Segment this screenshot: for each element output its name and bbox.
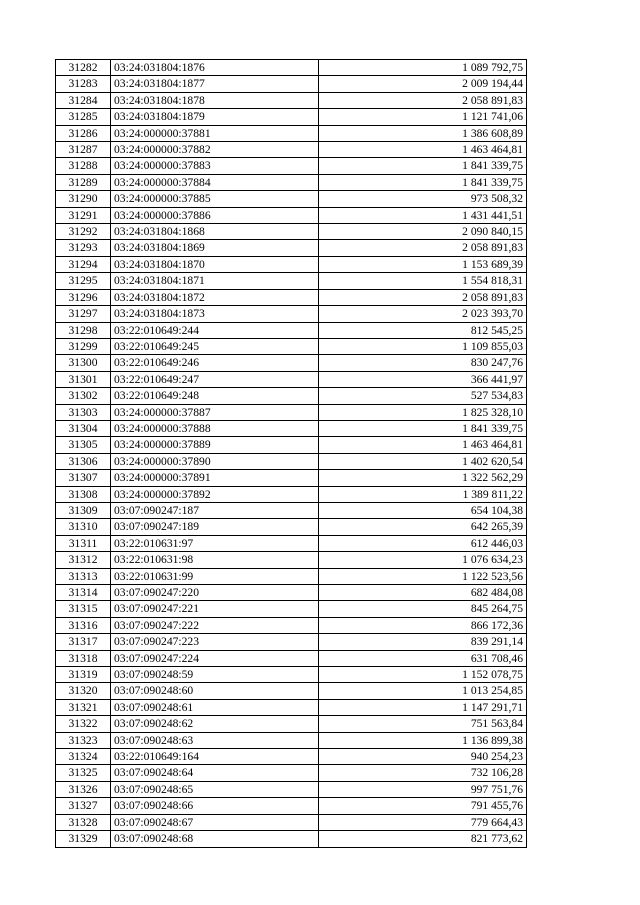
row-number-cell: 31314: [56, 585, 111, 601]
table-row: [56, 453, 527, 469]
row-number-cell: 31328: [56, 814, 111, 830]
row-number-cell: 31302: [56, 388, 111, 404]
cadastral-number-cell: 03:07:090247:189: [111, 519, 319, 535]
row-number-cell: 31304: [56, 420, 111, 436]
row-number-cell: 31295: [56, 273, 111, 289]
cadastral-value-cell: 839 291,14: [319, 634, 527, 650]
row-number-cell: 31306: [56, 453, 111, 469]
table-row: [56, 174, 527, 190]
row-number-cell: 31282: [56, 60, 111, 76]
cadastral-value-cell: 2 058 891,83: [319, 240, 527, 256]
cadastral-number-cell: 03:07:090248:67: [111, 814, 319, 830]
cadastral-value-cell: 631 708,46: [319, 650, 527, 666]
table-row: [56, 191, 527, 207]
row-number-cell: 31317: [56, 634, 111, 650]
row-number-cell: 31309: [56, 502, 111, 518]
row-number-cell: 31288: [56, 158, 111, 174]
table-row: [56, 519, 527, 535]
table-row: [56, 371, 527, 387]
cadastral-number-cell: 03:07:090248:63: [111, 732, 319, 748]
table-row: [56, 683, 527, 699]
cadastral-value-cell: 1 076 634,23: [319, 552, 527, 568]
cadastral-value-cell: 1 463 464,81: [319, 437, 527, 453]
cadastral-value-cell: 1 322 562,29: [319, 470, 527, 486]
cadastral-value-cell: 1 554 818,31: [319, 273, 527, 289]
table-row: [56, 388, 527, 404]
cadastral-value-cell: 1 386 608,89: [319, 125, 527, 141]
cadastral-number-cell: 03:07:090248:66: [111, 798, 319, 814]
row-number-cell: 31308: [56, 486, 111, 502]
row-number-cell: 31293: [56, 240, 111, 256]
table-row: [56, 60, 527, 76]
cadastral-number-cell: 03:24:000000:37888: [111, 420, 319, 436]
cadastral-number-cell: 03:24:031804:1868: [111, 224, 319, 240]
cadastral-number-cell: 03:22:010631:99: [111, 568, 319, 584]
cadastral-number-cell: 03:22:010631:98: [111, 552, 319, 568]
table-row: [56, 650, 527, 666]
cadastral-value-cell: 1 152 078,75: [319, 667, 527, 683]
cadastral-number-cell: 03:24:031804:1870: [111, 256, 319, 272]
cadastral-number-cell: 03:07:090247:220: [111, 585, 319, 601]
cadastral-number-cell: 03:24:000000:37885: [111, 191, 319, 207]
cadastral-number-cell: 03:24:031804:1878: [111, 92, 319, 108]
cadastral-number-cell: 03:22:010649:246: [111, 355, 319, 371]
cadastral-value-cell: 654 104,38: [319, 502, 527, 518]
row-number-cell: 31320: [56, 683, 111, 699]
table-row: [56, 667, 527, 683]
cadastral-value-cell: 1 121 741,06: [319, 109, 527, 125]
row-number-cell: 31299: [56, 338, 111, 354]
cadastral-value-cell: 1 153 689,39: [319, 256, 527, 272]
cadastral-value-cell: 1 389 811,22: [319, 486, 527, 502]
row-number-cell: 31311: [56, 535, 111, 551]
cadastral-number-cell: 03:07:090248:59: [111, 667, 319, 683]
cadastral-value-cell: 1 122 523,56: [319, 568, 527, 584]
table-row: [56, 404, 527, 420]
cadastral-number-cell: 03:07:090247:222: [111, 617, 319, 633]
row-number-cell: 31303: [56, 404, 111, 420]
table-row: [56, 142, 527, 158]
row-number-cell: 31319: [56, 667, 111, 683]
cadastral-number-cell: 03:22:010649:248: [111, 388, 319, 404]
cadastral-value-cell: 751 563,84: [319, 716, 527, 732]
table-row: [56, 552, 527, 568]
table-row: [56, 814, 527, 830]
cadastral-value-cell: 1 089 792,75: [319, 60, 527, 76]
table-row: [56, 338, 527, 354]
row-number-cell: 31325: [56, 765, 111, 781]
cadastral-number-cell: 03:07:090248:61: [111, 699, 319, 715]
cadastral-number-cell: 03:22:010649:244: [111, 322, 319, 338]
table-row: [56, 634, 527, 650]
cadastral-value-cell: 366 441,97: [319, 371, 527, 387]
row-number-cell: 31290: [56, 191, 111, 207]
cadastral-value-cell: 1 463 464,81: [319, 142, 527, 158]
cadastral-number-cell: 03:24:000000:37883: [111, 158, 319, 174]
row-number-cell: 31284: [56, 92, 111, 108]
table-row: [56, 749, 527, 765]
cadastral-number-cell: 03:22:010649:245: [111, 338, 319, 354]
table-row: [56, 601, 527, 617]
row-number-cell: 31294: [56, 256, 111, 272]
cadastral-number-cell: 03:24:031804:1873: [111, 306, 319, 322]
table-row: [56, 76, 527, 92]
cadastral-number-cell: 03:07:090247:224: [111, 650, 319, 666]
row-number-cell: 31300: [56, 355, 111, 371]
cadastral-number-cell: 03:24:000000:37881: [111, 125, 319, 141]
table-row: [56, 798, 527, 814]
table-row: [56, 617, 527, 633]
row-number-cell: 31287: [56, 142, 111, 158]
cadastral-value-cell: 1 109 855,03: [319, 338, 527, 354]
cadastral-value-cell: 779 664,43: [319, 814, 527, 830]
table-row: [56, 568, 527, 584]
table-row: [56, 502, 527, 518]
table-row: [56, 256, 527, 272]
cadastral-number-cell: 03:07:090247:187: [111, 502, 319, 518]
cadastral-value-cell: 812 545,25: [319, 322, 527, 338]
cadastral-value-cell: 2 023 393,70: [319, 306, 527, 322]
cadastral-value-cell: 2 090 840,15: [319, 224, 527, 240]
cadastral-value-cell: 2 058 891,83: [319, 92, 527, 108]
table-row: [56, 420, 527, 436]
table-row: [56, 224, 527, 240]
cadastral-value-cell: 1 136 899,38: [319, 732, 527, 748]
row-number-cell: 31291: [56, 207, 111, 223]
cadastral-value-cell: 1 825 328,10: [319, 404, 527, 420]
row-number-cell: 31326: [56, 781, 111, 797]
cadastral-value-cell: 1 013 254,85: [319, 683, 527, 699]
row-number-cell: 31301: [56, 371, 111, 387]
table-row: [56, 125, 527, 141]
table-body: [56, 60, 527, 848]
cadastral-value-cell: 1 841 339,75: [319, 420, 527, 436]
cadastral-value-cell: 1 841 339,75: [319, 158, 527, 174]
table-row: [56, 92, 527, 108]
table-row: [56, 831, 527, 847]
row-number-cell: 31285: [56, 109, 111, 125]
row-number-cell: 31316: [56, 617, 111, 633]
row-number-cell: 31313: [56, 568, 111, 584]
row-number-cell: 31323: [56, 732, 111, 748]
table-row: [56, 289, 527, 305]
row-number-cell: 31297: [56, 306, 111, 322]
cadastral-value-cell: 732 106,28: [319, 765, 527, 781]
table-row: [56, 732, 527, 748]
table-row: [56, 716, 527, 732]
cadastral-value-cell: 997 751,76: [319, 781, 527, 797]
table-row: [56, 585, 527, 601]
cadastral-number-cell: 03:07:090247:223: [111, 634, 319, 650]
cadastral-value-cell: 791 455,76: [319, 798, 527, 814]
row-number-cell: 31318: [56, 650, 111, 666]
row-number-cell: 31305: [56, 437, 111, 453]
cadastral-number-cell: 03:24:031804:1869: [111, 240, 319, 256]
row-number-cell: 31310: [56, 519, 111, 535]
cadastral-value-cell: 682 484,08: [319, 585, 527, 601]
row-number-cell: 31322: [56, 716, 111, 732]
table-row: [56, 781, 527, 797]
table-row: [56, 273, 527, 289]
cadastral-number-cell: 03:07:090248:68: [111, 831, 319, 847]
cadastral-value-cell: 821 773,62: [319, 831, 527, 847]
cadastral-number-cell: 03:24:000000:37891: [111, 470, 319, 486]
cadastral-value-cell: 1 431 441,51: [319, 207, 527, 223]
table-row: [56, 765, 527, 781]
row-number-cell: 31312: [56, 552, 111, 568]
table-row: [56, 470, 527, 486]
cadastral-number-cell: 03:22:010631:97: [111, 535, 319, 551]
cadastral-value-cell: 845 264,75: [319, 601, 527, 617]
table-row: [56, 306, 527, 322]
cadastral-number-cell: 03:24:031804:1871: [111, 273, 319, 289]
cadastral-number-cell: 03:24:000000:37886: [111, 207, 319, 223]
table-row: [56, 437, 527, 453]
row-number-cell: 31286: [56, 125, 111, 141]
cadastral-number-cell: 03:24:031804:1872: [111, 289, 319, 305]
cadastral-number-cell: 03:24:000000:37892: [111, 486, 319, 502]
row-number-cell: 31289: [56, 174, 111, 190]
cadastral-number-cell: 03:07:090248:60: [111, 683, 319, 699]
row-number-cell: 31298: [56, 322, 111, 338]
table-row: [56, 535, 527, 551]
table-row: [56, 322, 527, 338]
cadastral-number-cell: 03:24:000000:37882: [111, 142, 319, 158]
cadastral-value-cell: 940 254,23: [319, 749, 527, 765]
row-number-cell: 31321: [56, 699, 111, 715]
table-row: [56, 240, 527, 256]
cadastral-number-cell: 03:22:010649:164: [111, 749, 319, 765]
row-number-cell: 31327: [56, 798, 111, 814]
table-row: [56, 486, 527, 502]
cadastral-number-cell: 03:24:031804:1879: [111, 109, 319, 125]
cadastral-number-cell: 03:07:090248:62: [111, 716, 319, 732]
cadastral-number-cell: 03:22:010649:247: [111, 371, 319, 387]
row-number-cell: 31283: [56, 76, 111, 92]
cadastral-number-cell: 03:07:090248:64: [111, 765, 319, 781]
cadastral-value-table: [55, 59, 527, 848]
cadastral-number-cell: 03:07:090248:65: [111, 781, 319, 797]
cadastral-value-cell: 612 446,03: [319, 535, 527, 551]
row-number-cell: 31292: [56, 224, 111, 240]
cadastral-value-cell: 642 265,39: [319, 519, 527, 535]
table-row: [56, 158, 527, 174]
cadastral-value-cell: 1 841 339,75: [319, 174, 527, 190]
cadastral-value-cell: 830 247,76: [319, 355, 527, 371]
cadastral-number-cell: 03:24:000000:37890: [111, 453, 319, 469]
table-row: [56, 699, 527, 715]
cadastral-number-cell: 03:24:031804:1877: [111, 76, 319, 92]
row-number-cell: 31296: [56, 289, 111, 305]
cadastral-value-cell: 2 058 891,83: [319, 289, 527, 305]
cadastral-value-cell: 973 508,32: [319, 191, 527, 207]
row-number-cell: 31324: [56, 749, 111, 765]
cadastral-value-cell: 1 402 620,54: [319, 453, 527, 469]
cadastral-number-cell: 03:07:090247:221: [111, 601, 319, 617]
cadastral-value-cell: 866 172,36: [319, 617, 527, 633]
table-row: [56, 207, 527, 223]
cadastral-number-cell: 03:24:031804:1876: [111, 60, 319, 76]
table-row: [56, 355, 527, 371]
row-number-cell: 31307: [56, 470, 111, 486]
table-row: [56, 109, 527, 125]
cadastral-value-cell: 527 534,83: [319, 388, 527, 404]
row-number-cell: 31329: [56, 831, 111, 847]
cadastral-value-cell: 2 009 194,44: [319, 76, 527, 92]
row-number-cell: 31315: [56, 601, 111, 617]
cadastral-number-cell: 03:24:000000:37889: [111, 437, 319, 453]
cadastral-value-cell: 1 147 291,71: [319, 699, 527, 715]
cadastral-number-cell: 03:24:000000:37884: [111, 174, 319, 190]
cadastral-number-cell: 03:24:000000:37887: [111, 404, 319, 420]
